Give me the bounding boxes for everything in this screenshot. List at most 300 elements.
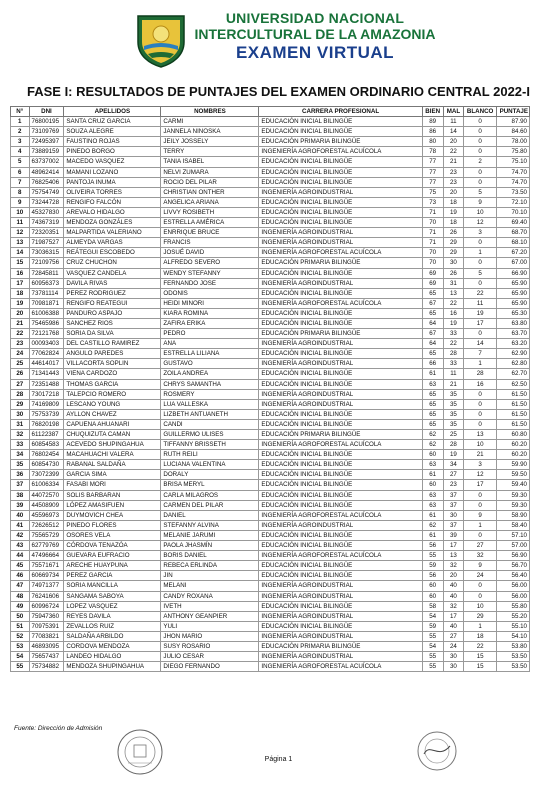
bien-cell: 77 [422,177,443,187]
row-number: 3 [11,137,30,147]
puntaje-cell: 55.20 [497,611,530,621]
blanco-cell: 1 [464,359,497,369]
nombres-cell: REBECA ERLINDA [161,561,259,571]
dni-cell: 75947360 [29,611,64,621]
apellidos-cell: SOUZA ALEGRE [64,127,161,137]
mal-cell: 20 [443,571,464,581]
blanco-cell: 3 [464,228,497,238]
carrera-cell: EDUCACIÓN INICIAL BILINGÜE [259,218,422,228]
dni-cell: 60854583 [29,440,64,450]
row-number: 18 [11,288,30,298]
carrera-cell: INGENIERÍA AGROINDUSTRIAL [259,399,422,409]
dni-cell: 70975391 [29,621,64,631]
blanco-cell: 0 [464,329,497,339]
table-row [11,641,530,651]
mal-cell: 37 [443,490,464,500]
bien-cell: 69 [422,268,443,278]
row-number: 28 [11,389,30,399]
table-row [11,601,530,611]
row-number: 33 [11,440,30,450]
nombres-cell: CANDY ROXANA [161,591,259,601]
puntaje-cell: 61.50 [497,419,530,429]
row-number: 47 [11,581,30,591]
row-number: 9 [11,197,30,207]
carrera-cell: EDUCACIÓN INICIAL BILINGÜE [259,419,422,429]
carrera-cell: INGENIERÍA AGROFORESTAL ACUÍCOLA [259,298,422,308]
puntaje-cell: 58.40 [497,520,530,530]
mal-cell: 35 [443,409,464,419]
carrera-cell: INGENIERÍA AGROINDUSTRIAL [259,187,422,197]
apellidos-cell: CHUQUIZUTA CAMAN [64,430,161,440]
mal-cell: 23 [443,167,464,177]
mal-cell: 30 [443,258,464,268]
apellidos-cell: VASQUEZ CANDELA [64,268,161,278]
bien-cell: 62 [422,430,443,440]
apellidos-cell: THOMAS GARCIA [64,379,161,389]
blanco-cell: 0 [464,147,497,157]
table-row [11,541,530,551]
row-number: 32 [11,430,30,440]
blanco-cell: 0 [464,127,497,137]
bien-cell: 61 [422,530,443,540]
dni-cell: 48962414 [29,167,64,177]
carrera-cell: INGENIERÍA AGROFORESTAL ACUÍCOLA [259,248,422,258]
blanco-cell: 13 [464,430,497,440]
carrera-cell: INGENIERÍA AGROINDUSTRIAL [259,631,422,641]
apellidos-cell: SORIA MANCILLA [64,581,161,591]
mal-cell: 40 [443,621,464,631]
dni-cell: 75734882 [29,662,64,672]
bien-cell: 55 [422,551,443,561]
dni-cell: 47496664 [29,551,64,561]
table-row [11,127,530,137]
puntaje-cell: 72.10 [497,197,530,207]
table-row [11,399,530,409]
mal-cell: 11 [443,369,464,379]
dni-cell: 72626512 [29,520,64,530]
apellidos-cell: ALMEYDA VARGAS [64,238,161,248]
puntaje-cell: 57.10 [497,530,530,540]
dni-cell: 73889159 [29,147,64,157]
puntaje-cell: 69.40 [497,218,530,228]
carrera-cell: EDUCACIÓN PRIMARIA BILINGÜE [259,329,422,339]
nombres-cell: TERRY [161,147,259,157]
table-row [11,389,530,399]
mal-cell: 26 [443,228,464,238]
bien-cell: 65 [422,349,443,359]
nombres-cell: ANTHONY GEANPIER [161,611,259,621]
carrera-cell: EDUCACIÓN INICIAL BILINGÜE [259,409,422,419]
signature-seal-icon [416,730,458,772]
nombres-cell: ESTRELLA LILIANA [161,349,259,359]
blanco-cell: 0 [464,530,497,540]
blanco-cell: 21 [464,450,497,460]
carrera-cell: EDUCACIÓN INICIAL BILINGÜE [259,177,422,187]
table-row [11,571,530,581]
bien-cell: 70 [422,248,443,258]
university-logo-icon [134,12,188,68]
puntaje-cell: 55.10 [497,621,530,631]
puntaje-cell: 59.50 [497,470,530,480]
document-header [0,8,557,74]
mal-cell: 35 [443,389,464,399]
carrera-cell: EDUCACIÓN INICIAL BILINGÜE [259,601,422,611]
puntaje-cell: 75.10 [497,157,530,167]
bien-cell: 67 [422,329,443,339]
row-number: 29 [11,399,30,409]
dni-cell: 76820198 [29,419,64,429]
nombres-cell: ANGELICA ARIANA [161,197,259,207]
nombres-cell: JHON MARIO [161,631,259,641]
table-row [11,288,530,298]
column-header: N° [11,107,30,117]
puntaje-cell: 56.00 [497,581,530,591]
puntaje-cell: 62.50 [497,379,530,389]
bien-cell: 59 [422,561,443,571]
row-number: 27 [11,379,30,389]
dni-cell: 60956373 [29,278,64,288]
bien-cell: 77 [422,157,443,167]
results-table-body [11,117,530,672]
table-row [11,460,530,470]
dni-cell: 74367319 [29,218,64,228]
puntaje-cell: 58.90 [497,510,530,520]
bien-cell: 65 [422,389,443,399]
bien-cell: 67 [422,298,443,308]
row-number: 22 [11,329,30,339]
dni-cell: 73244728 [29,197,64,207]
blanco-cell: 0 [464,137,497,147]
university-name-line1: UNIVERSIDAD NACIONAL [225,10,405,26]
blanco-cell: 7 [464,349,497,359]
mal-cell: 20 [443,137,464,147]
nombres-cell: CHRISTIAN ONTHER [161,187,259,197]
table-row [11,430,530,440]
puntaje-cell: 65.90 [497,288,530,298]
blanco-cell: 0 [464,278,497,288]
row-number: 52 [11,631,30,641]
dni-cell: 76241606 [29,591,64,601]
blanco-cell: 28 [464,369,497,379]
blanco-cell: 9 [464,197,497,207]
mal-cell: 24 [443,641,464,651]
nombres-cell: DIEGO FERNANDO [161,662,259,672]
blanco-cell: 24 [464,571,497,581]
bien-cell: 73 [422,197,443,207]
row-number: 44 [11,551,30,561]
exam-label: EXAMEN VIRTUAL [235,43,395,62]
nombres-cell: GUSTAVO [161,359,259,369]
row-number: 34 [11,450,30,460]
mal-cell: 27 [443,470,464,480]
puntaje-cell: 62.70 [497,369,530,379]
apellidos-cell: MENDOZA GONZÁLES [64,218,161,228]
dni-cell: 75571671 [29,561,64,571]
carrera-cell: INGENIERÍA AGROFORESTAL ACUÍCOLA [259,662,422,672]
row-number: 51 [11,621,30,631]
column-header: MAL [443,107,464,117]
puntaje-cell: 55.80 [497,601,530,611]
puntaje-cell: 57.00 [497,541,530,551]
nombres-cell: FERNANDO JOSE [161,278,259,288]
mal-cell: 22 [443,339,464,349]
table-row [11,379,530,389]
apellidos-cell: DAVILA RIVAS [64,278,161,288]
apellidos-cell: ARECHE HUAYPUNA [64,561,161,571]
dni-cell: 60854730 [29,460,64,470]
nombres-cell: DORALY [161,470,259,480]
table-row [11,409,530,419]
apellidos-cell: LANDEO HIDALGO [64,652,161,662]
bien-cell: 55 [422,652,443,662]
carrera-cell: EDUCACIÓN INICIAL BILINGÜE [259,288,422,298]
mal-cell: 22 [443,147,464,157]
nombres-cell: LUA VALLESKA [161,399,259,409]
blanco-cell: 14 [464,339,497,349]
blanco-cell: 27 [464,541,497,551]
table-row [11,611,530,621]
blanco-cell: 15 [464,662,497,672]
table-row [11,359,530,369]
bien-cell: 58 [422,601,443,611]
nombres-cell: PAOLA JHASMÍN [161,541,259,551]
apellidos-cell: AREVALO HIDALGO [64,207,161,217]
blanco-cell: 11 [464,298,497,308]
nombres-cell: HEIDI MINORI [161,298,259,308]
puntaje-cell: 70.10 [497,207,530,217]
nombres-cell: LIZBETH ANTUANETH [161,409,259,419]
source-note: Fuente: Dirección de Admisión [14,725,103,732]
mal-cell: 21 [443,379,464,389]
dni-cell: 72109756 [29,258,64,268]
puntaje-cell: 62.80 [497,359,530,369]
mal-cell: 29 [443,248,464,258]
dni-cell: 74971377 [29,581,64,591]
carrera-cell: EDUCACIÓN INICIAL BILINGÜE [259,207,422,217]
dni-cell: 76825406 [29,177,64,187]
apellidos-cell: MACAHUACHI VALERA [64,450,161,460]
apellidos-cell: ACEVEDO SHUPINGAHUA [64,440,161,450]
bien-cell: 75 [422,187,443,197]
mal-cell: 28 [443,349,464,359]
table-row [11,419,530,429]
bien-cell: 60 [422,581,443,591]
mal-cell: 20 [443,187,464,197]
carrera-cell: INGENIERÍA AGROINDUSTRIAL [259,339,422,349]
dni-cell: 46893095 [29,641,64,651]
bien-cell: 62 [422,440,443,450]
table-row [11,308,530,318]
carrera-cell: EDUCACIÓN PRIMARIA BILINGÜE [259,137,422,147]
carrera-cell: INGENIERÍA AGROINDUSTRIAL [259,611,422,621]
row-number: 54 [11,652,30,662]
puntaje-cell: 59.30 [497,490,530,500]
carrera-cell: EDUCACIÓN INICIAL BILINGÜE [259,490,422,500]
nombres-cell: JEILY JOSSELY [161,137,259,147]
dni-cell: 75465986 [29,318,64,328]
row-number: 31 [11,419,30,429]
apellidos-cell: SORIA DA SILVA [64,329,161,339]
row-number: 40 [11,510,30,520]
blanco-cell: 2 [464,157,497,167]
puntaje-cell: 66.90 [497,268,530,278]
dni-cell: 71341443 [29,369,64,379]
row-number: 4 [11,147,30,157]
table-row [11,238,530,248]
table-row [11,369,530,379]
dni-cell: 61006334 [29,480,64,490]
nombres-cell: JULIO CESAR [161,652,259,662]
blanco-cell: 5 [464,268,497,278]
table-row [11,631,530,641]
blanco-cell: 22 [464,641,497,651]
bien-cell: 61 [422,369,443,379]
table-row [11,318,530,328]
dni-cell: 60996724 [29,601,64,611]
mal-cell: 22 [443,298,464,308]
blanco-cell: 15 [464,652,497,662]
carrera-cell: INGENIERÍA AGROINDUSTRIAL [259,389,422,399]
puntaje-cell: 75.80 [497,147,530,157]
row-number: 50 [11,611,30,621]
bien-cell: 63 [422,379,443,389]
carrera-cell: EDUCACIÓN PRIMARIA BILINGÜE [259,258,422,268]
mal-cell: 19 [443,450,464,460]
row-number: 35 [11,460,30,470]
row-number: 21 [11,318,30,328]
carrera-cell: INGENIERÍA AGROFORESTAL ACUÍCOLA [259,510,422,520]
carrera-cell: EDUCACIÓN PRIMARIA BILINGÜE [259,430,422,440]
apellidos-cell: TALEPCIO ROMERO [64,389,161,399]
mal-cell: 32 [443,601,464,611]
blanco-cell: 0 [464,490,497,500]
puntaje-cell: 54.10 [497,631,530,641]
table-row [11,551,530,561]
dni-cell: 00093403 [29,339,64,349]
apellidos-cell: FAUSTINO ROJAS [64,137,161,147]
puntaje-cell: 65.90 [497,298,530,308]
table-row [11,329,530,339]
apellidos-cell: REYES DAVILA [64,611,161,621]
table-row [11,621,530,631]
puntaje-cell: 59.90 [497,460,530,470]
mal-cell: 29 [443,238,464,248]
table-row [11,147,530,157]
mal-cell: 11 [443,117,464,127]
nombres-cell: TANIA ISABEL [161,157,259,167]
row-number: 36 [11,470,30,480]
dni-cell: 63737002 [29,157,64,167]
mal-cell: 33 [443,359,464,369]
mal-cell: 30 [443,510,464,520]
carrera-cell: EDUCACIÓN INICIAL BILINGÜE [259,349,422,359]
row-number: 10 [11,207,30,217]
bien-cell: 70 [422,218,443,228]
apellidos-cell: MALPARTIDA VALERIANO [64,228,161,238]
nombres-cell: ZAFIRA ERIKA [161,318,259,328]
table-row [11,177,530,187]
carrera-cell: EDUCACIÓN INICIAL BILINGÜE [259,369,422,379]
dni-cell: 72320351 [29,228,64,238]
carrera-cell: INGENIERÍA AGROFORESTAL ACUÍCOLA [259,440,422,450]
mal-cell: 37 [443,500,464,510]
blanco-cell: 0 [464,419,497,429]
dni-cell: 44614017 [29,359,64,369]
puntaje-cell: 56.70 [497,561,530,571]
carrera-cell: INGENIERÍA AGROINDUSTRIAL [259,228,422,238]
carrera-cell: EDUCACIÓN INICIAL BILINGÜE [259,197,422,207]
nombres-cell: ALFREDO SEVERO [161,258,259,268]
table-row [11,480,530,490]
puntaje-cell: 61.50 [497,399,530,409]
dni-cell: 77083821 [29,631,64,641]
apellidos-cell: PINEDO FLORES [64,520,161,530]
bien-cell: 60 [422,591,443,601]
bien-cell: 70 [422,258,443,268]
carrera-cell: EDUCACIÓN INICIAL BILINGÜE [259,480,422,490]
nombres-cell: CARLA MILAGROS [161,490,259,500]
table-header-row [11,107,530,117]
bien-cell: 65 [422,409,443,419]
blanco-cell: 10 [464,207,497,217]
nombres-cell: CARMI [161,117,259,127]
dni-cell: 45596973 [29,510,64,520]
mal-cell: 26 [443,268,464,278]
mal-cell: 23 [443,177,464,187]
nombres-cell: TIFFANNY BRISSETH [161,440,259,450]
puntaje-cell: 59.40 [497,480,530,490]
carrera-cell: INGENIERÍA AGROINDUSTRIAL [259,520,422,530]
apellidos-cell: VIENA CARDOZO [64,369,161,379]
row-number: 37 [11,480,30,490]
table-row [11,581,530,591]
apellidos-cell: CRUZ CHUCHON [64,258,161,268]
column-header: NOMBRES [161,107,259,117]
carrera-cell: INGENIERÍA AGROINDUSTRIAL [259,591,422,601]
mal-cell: 34 [443,460,464,470]
table-row [11,591,530,601]
dni-cell: 44508909 [29,500,64,510]
nombres-cell: SUSY ROSARIO [161,641,259,651]
bien-cell: 55 [422,631,443,641]
blanco-cell: 0 [464,581,497,591]
puntaje-cell: 67.00 [497,258,530,268]
row-number: 53 [11,641,30,651]
mal-cell: 27 [443,631,464,641]
bien-cell: 61 [422,510,443,520]
dni-cell: 73036315 [29,248,64,258]
apellidos-cell: OLIVEIRA TORRES [64,187,161,197]
apellidos-cell: GARCIA SIMA [64,470,161,480]
mal-cell: 18 [443,197,464,207]
nombres-cell: KIARA ROMINA [161,308,259,318]
dni-cell: 75657437 [29,652,64,662]
carrera-cell: EDUCACIÓN INICIAL BILINGÜE [259,621,422,631]
table-row [11,339,530,349]
apellidos-cell: LESCANO YOUNG [64,399,161,409]
carrera-cell: INGENIERÍA AGROINDUSTRIAL [259,581,422,591]
apellidos-cell: DUYMOVICH CHEA [64,510,161,520]
table-row [11,207,530,217]
bien-cell: 65 [422,308,443,318]
nombres-cell: GUILLERMO ULISES [161,430,259,440]
mal-cell: 40 [443,591,464,601]
nombres-cell: JANNELA NINOSKA [161,127,259,137]
mal-cell: 13 [443,551,464,561]
row-number: 7 [11,177,30,187]
row-number: 46 [11,571,30,581]
bien-cell: 69 [422,278,443,288]
